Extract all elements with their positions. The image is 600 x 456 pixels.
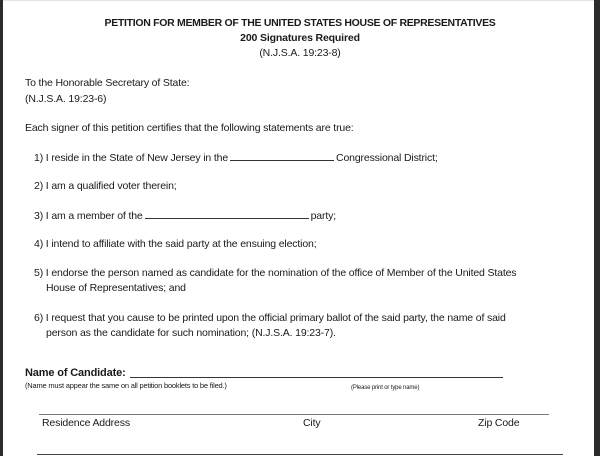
city-label: City xyxy=(303,417,321,429)
petition-title: PETITION FOR MEMBER OF THE UNITED STATES HOUSE OF REPRESENTATIVES xyxy=(104,17,496,29)
statement-1-before: 1) I reside in the State of New Jersey in the xyxy=(34,152,229,164)
statement-3 xyxy=(34,208,336,222)
statement-5-line1: 5) I endorse the person named as candidate for the nomination of the office of Member of the United States xyxy=(34,267,517,279)
zip-code-label: Zip Code xyxy=(478,417,520,429)
candidate-print-hint: (Please print or type name) xyxy=(351,385,420,391)
residence-address-line[interactable] xyxy=(39,414,549,415)
header-statute: (N.J.S.A. 19:23-8) xyxy=(259,47,341,59)
party-blank[interactable] xyxy=(145,208,309,219)
candidate-note: (Name must appear the same on all petition booklets to be filed.) xyxy=(25,381,227,390)
salutation-statute: (N.J.S.A. 19:23-6) xyxy=(25,93,107,105)
statement-6-line1: 6) I request that you cause to be printed upon the official primary ballot of the said party, the name of said xyxy=(34,312,506,324)
intro-statement: Each signer of this petition certifies that the following statements are true: xyxy=(25,122,354,134)
statement-6-line2: person as the candidate for such nomination; (N.J.S.A. 19:23-7). xyxy=(46,327,336,339)
statement-4: 4) I intend to affiliate with the said party at the ensuing election; xyxy=(34,238,317,250)
statement-3-before: 3) I am a member of the xyxy=(34,210,143,222)
congressional-district-blank[interactable] xyxy=(230,150,334,161)
residence-address-label: Residence Address xyxy=(42,417,130,429)
statement-1-after: Congressional District; xyxy=(336,152,438,164)
candidate-label: Name of Candidate: xyxy=(25,367,126,379)
statement-2: 2) I am a qualified voter therein; xyxy=(34,180,177,192)
signatures-required: 200 Signatures Required xyxy=(240,32,360,44)
statement-1 xyxy=(34,150,438,164)
petition-page xyxy=(3,0,594,456)
signature-line[interactable] xyxy=(37,454,563,455)
candidate-name-field[interactable] xyxy=(130,365,503,378)
statement-3-after: party; xyxy=(310,210,336,222)
salutation-addressee: To the Honorable Secretary of State: xyxy=(25,77,190,89)
statement-5-line2: House of Representatives; and xyxy=(46,282,186,294)
